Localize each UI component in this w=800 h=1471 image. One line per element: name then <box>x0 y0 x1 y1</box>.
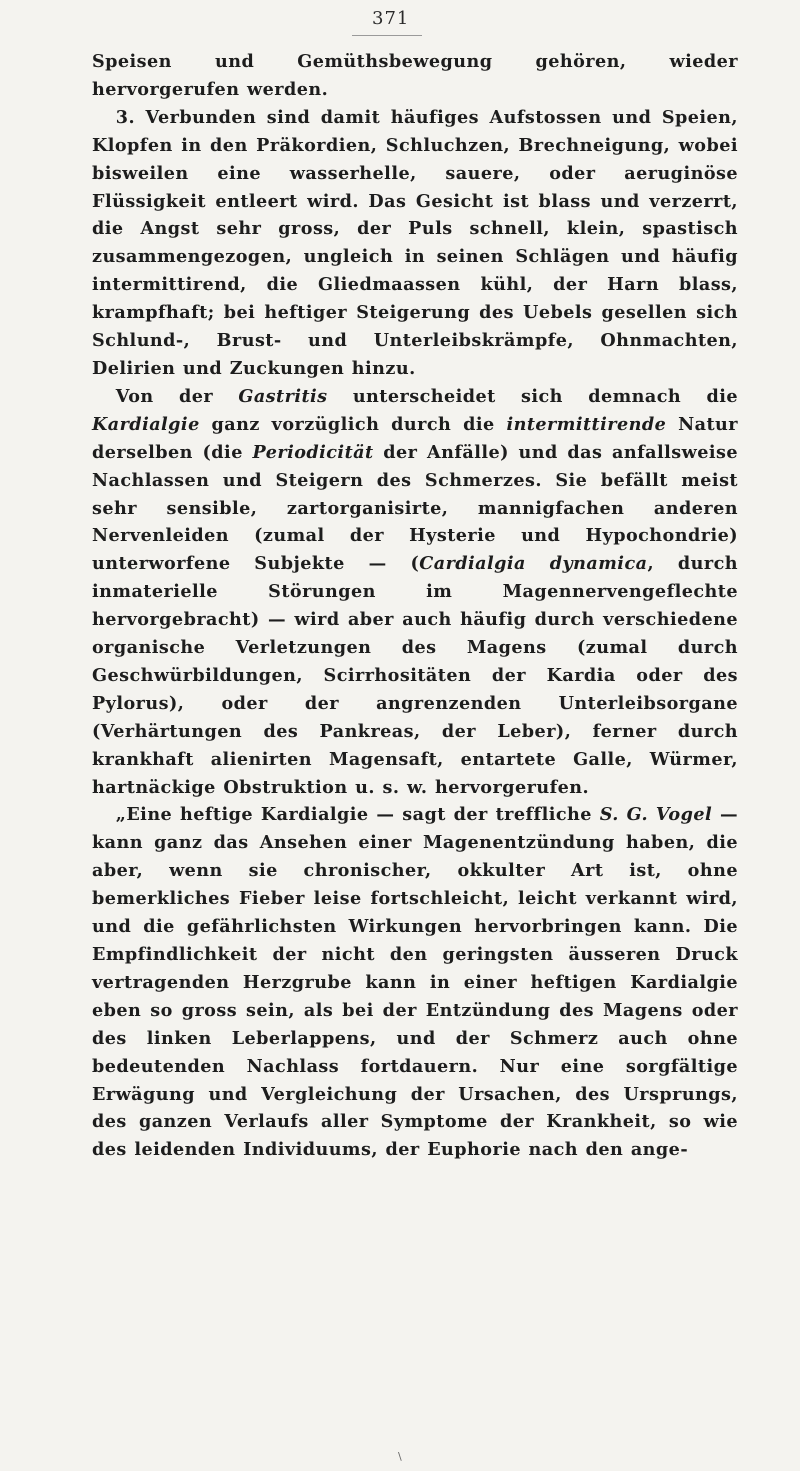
paragraph-symptoms: 3. Verbunden sind damit häufiges Aufstossen und Speien, Klopfen in den Präkordien, Schluchzen, Brechneigung, wobei bisweilen eine wasserhelle, sauere, oder aeruginöse Flüssigkeit entleert wird. Das Gesicht ist blass und verzerrt, die Angst sehr gross, der Puls schnell, klein, spastisch zusammengezogen, ungleich in seinen Schlägen und häufig intermittirend, die Gliedmaassen kühl, der Harn blass, krampfhaft; bei heftiger Steigerung des Uebels gesellen sich Schlund-, Brust- und Unterleibskrämpfe, Ohnmachten, Delirien und Zuckungen hinzu. <box>92 106 738 379</box>
italic-term: Cardialgia dynamica <box>419 553 648 575</box>
text-run: der Anfälle) und das anfallsweise Nachlassen und Steigern des Schmerzes. Sie befällt meist sehr sensible, zartorganisirte, mannigfachen anderen Nervenleiden (zumal der Hysterie und Hypochondrie) unterworfene Subjekte — ( <box>92 441 738 575</box>
stray-mark: \ <box>398 1450 403 1463</box>
paragraph-continuation: Speisen und Gemüthsbewegung gehören, wieder hervorgerufen werden. <box>92 51 738 100</box>
page-number: 371 <box>372 8 410 29</box>
text-run: unterscheidet sich demnach die <box>327 385 738 407</box>
text-run: Von der <box>115 385 239 407</box>
text-run: Natur derselben (die <box>92 413 738 463</box>
italic-term: Kardialgie <box>92 413 200 435</box>
italic-author: S. G. Vogel <box>599 804 713 826</box>
paragraph-quotation <box>92 801 738 1164</box>
header-rule <box>352 35 422 36</box>
paragraph-differential <box>92 383 738 802</box>
text-run: — kann ganz das Ansehen einer Magenentzündung haben, die aber, wenn sie chronischer, okkulter Art ist, ohne bemerkliches Fieber leise fortschleicht, leicht verkannt wird, und die gefährlichsten Wirkungen hervorbringen kann. Die Empfindlichkeit der nicht den geringsten äusseren Druck vertragenden Herzgrube kann in einer heftigen Kardialgie eben so gross sein, als bei der Entzündung des Magens oder des linken Leberlappens, und der Schmerz auch ohne bedeutenden Nachlass fortdauern. Nur eine sorgfältige Erwägung und Vergleichung der Ursachen, des Ursprungs, des ganzen Verlaufs aller Symptome der Krankheit, so wie des leidenden Individuums, der Euphorie nach den ange- <box>92 804 738 1161</box>
italic-term: intermittirende <box>506 413 667 435</box>
italic-term: Periodicität <box>252 441 374 463</box>
text-run: , durch inmaterielle Störungen im Magennervengeflechte hervorgebracht) — wird aber auch häufig durch verschiedene organische Verletzungen des Magens (zumal durch Geschwürbildungen, Scirrhositäten der Kardia oder des Pylorus), oder der angrenzenden Unterleibsorgane (Verhärtungen des Pankreas, der Leber), ferner durch krankhaft alienirten Magensaft, entartete Galle, Würmer, hartnäckige Obstruktion u. s. w. hervorgerufen. <box>92 553 738 798</box>
body-text <box>92 48 738 1164</box>
italic-term: Gastritis <box>238 385 328 407</box>
text-run: ganz vorzüglich durch die <box>199 413 507 435</box>
text-run: „Eine heftige Kardialgie — sagt der treffliche <box>115 804 600 826</box>
